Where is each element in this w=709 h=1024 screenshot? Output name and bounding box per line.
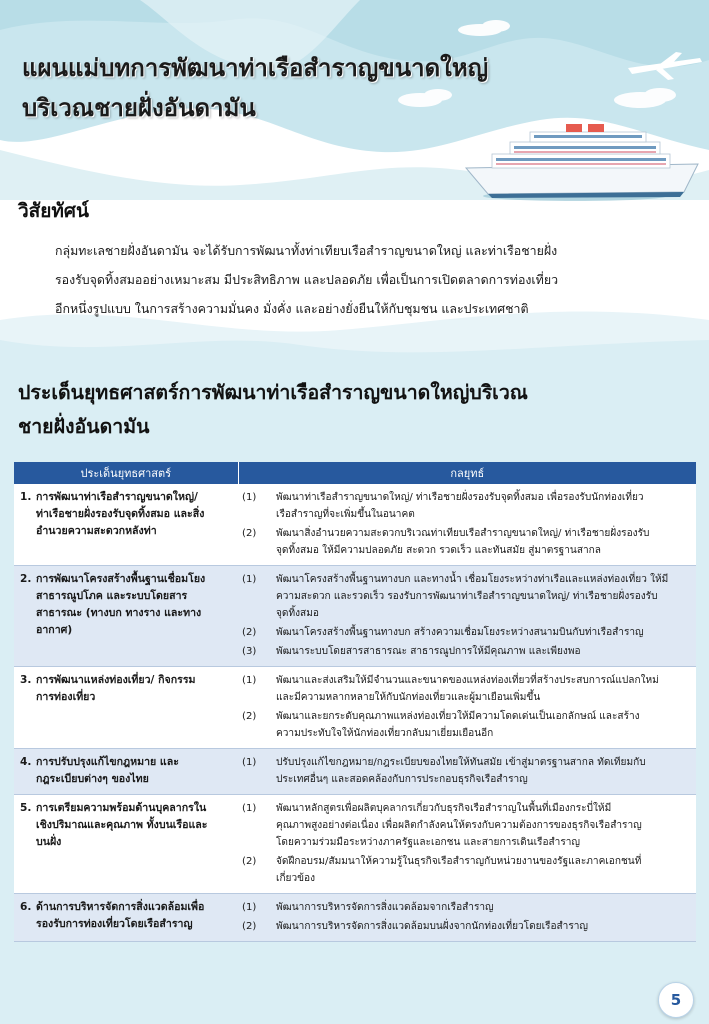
strategy-item bbox=[242, 708, 692, 742]
issue-line: สาธารณูปโภค และระบบโดยสาร bbox=[36, 590, 188, 602]
vision-heading: วิสัยทัศน์ bbox=[18, 200, 89, 222]
page-number: 5 bbox=[658, 982, 694, 1018]
strategy-heading bbox=[18, 376, 698, 444]
issue-number: 4. bbox=[20, 756, 32, 768]
strategy-number: (2) bbox=[242, 856, 257, 867]
strategy-number: (2) bbox=[242, 528, 257, 539]
issue-text bbox=[36, 571, 205, 639]
issue-number: 6. bbox=[20, 901, 32, 913]
strategy-number: (1) bbox=[242, 574, 257, 585]
strategy-cell bbox=[238, 795, 696, 894]
strategy-item bbox=[242, 672, 692, 706]
page-title bbox=[22, 48, 622, 128]
issue-cell bbox=[14, 749, 238, 795]
strategy-cell bbox=[238, 667, 696, 749]
issue-text bbox=[36, 489, 204, 540]
strategy-item bbox=[242, 624, 692, 641]
strategy-line: จัดฝึกอบรม/สัมมนาให้ความรู้ในธุรกิจเรือสำราญกับหน่วยงานของรัฐและภาคเอกชนที่ bbox=[276, 856, 642, 867]
strategy-line: พัฒนาท่าเรือสำราญขนาดใหญ่/ ท่าเรือชายฝั่งรองรับจุดทิ้งสมอ เพื่อรองรับนักท่องเที่ยว bbox=[276, 492, 644, 503]
strategy-heading-line-1: ประเด็นยุทธศาสตร์การพัฒนาท่าเรือสำราญขนาดใหญ่บริเวณ bbox=[18, 381, 528, 404]
strategy-line: และมีความหลากหลายให้กับนักท่องเที่ยวและผู้มาเยือนเพิ่มขึ้น bbox=[276, 692, 541, 703]
strategy-number: (2) bbox=[242, 711, 257, 722]
issue-line: ด้านการบริหารจัดการสิ่งแวดล้อมเพื่อ bbox=[36, 901, 205, 913]
issue-line: การพัฒนาท่าเรือสำราญขนาดใหญ่/ bbox=[36, 491, 198, 503]
strategy-number: (2) bbox=[242, 627, 257, 638]
strategy-line: จุดทิ้งสมอ ให้มีความปลอดภัย สะดวก รวดเร็ว และทันสมัย สู่มาตรฐานสากล bbox=[276, 545, 601, 556]
issue-line: การพัฒนาแหล่งท่องเที่ยว/ กิจกรรม bbox=[36, 674, 196, 686]
strategy-line: พัฒนาการบริหารจัดการสิ่งแวดล้อมบนฝั่งจากนักท่องเที่ยวโดยเรือสำราญ bbox=[276, 921, 589, 932]
table-row bbox=[14, 795, 696, 894]
strategy-item bbox=[242, 489, 692, 523]
strategy-line: คุณภาพสูงอย่างต่อเนื่อง เพื่อผลิตกำลังคนให้ตรงกับความต้องการของธุรกิจเรือสำราญ bbox=[276, 820, 642, 831]
header-strategic-issue: ประเด็นยุทธศาสตร์ bbox=[14, 462, 238, 484]
issue-line: การพัฒนาโครงสร้างพื้นฐานเชื่อมโยง bbox=[36, 573, 206, 585]
strategy-line: ความประทับใจให้นักท่องเที่ยวกลับมาเยี่ยมเยือนอีก bbox=[276, 728, 494, 739]
table-row bbox=[14, 749, 696, 795]
strategy-line: พัฒนาและส่งเสริมให้มีจำนวนและขนาดของแหล่งท่องเที่ยวที่สร้างประสบการณ์แปลกใหม่ bbox=[276, 675, 659, 686]
strategy-heading-line-2: ชายฝั่งอันดามัน bbox=[18, 415, 150, 438]
issue-line: เชิงปริมาณและคุณภาพ ทั้งบนเรือและ bbox=[36, 819, 208, 831]
vision-line: กลุ่มทะเลชายฝั่งอันดามัน จะได้รับการพัฒนาทั้งท่าเทียบเรือสำราญขนาดใหญ่ และท่าเรือชายฝั่ง bbox=[55, 243, 558, 258]
strategy-cell bbox=[238, 484, 696, 566]
issue-line: สาธารณะ (ทางบก ทางราง และทาง bbox=[36, 607, 202, 619]
issue-number: 1. bbox=[20, 491, 32, 503]
issue-line: การท่องเที่ยว bbox=[36, 691, 96, 703]
strategy-number: (1) bbox=[242, 757, 257, 768]
table-row bbox=[14, 566, 696, 667]
header-strategies: กลยุทธ์ bbox=[238, 462, 696, 484]
table-row bbox=[14, 484, 696, 566]
issue-text bbox=[36, 899, 204, 933]
issue-cell bbox=[14, 484, 238, 566]
strategy-line: ประเทศอื่นๆ และสอดคล้องกับการประกอบธุรกิจเรือสำราญ bbox=[276, 774, 528, 785]
strategy-cell bbox=[238, 749, 696, 795]
strategy-item bbox=[242, 899, 692, 916]
strategy-line: เกี่ยวข้อง bbox=[276, 873, 316, 884]
vision-text bbox=[55, 236, 695, 323]
vision-line: อีกหนึ่งรูปแบบ ในการสร้างความมั่นคง มั่งคั่ง และอย่างยั่งยืนให้กับชุมชน และประเทศชาติ bbox=[55, 301, 529, 316]
vision-line: รองรับจุดทิ้งสมออย่างเหมาะสม มีประสิทธิภาพ และปลอดภัย เพื่อเป็นการเปิดตลาดการท่องเที่ยว bbox=[55, 272, 559, 287]
strategy-line: พัฒนาการบริหารจัดการสิ่งแวดล้อมจากเรือสำราญ bbox=[276, 902, 494, 913]
strategy-item bbox=[242, 800, 692, 851]
strategy-item bbox=[242, 525, 692, 559]
strategy-item bbox=[242, 643, 692, 660]
strategy-cell bbox=[238, 566, 696, 667]
issue-line: การปรับปรุงแก้ไขกฎหมาย และ bbox=[36, 756, 179, 768]
strategy-item bbox=[242, 918, 692, 935]
issue-number: 2. bbox=[20, 573, 32, 585]
issue-text bbox=[36, 800, 208, 851]
issue-line: อำนวยความสะดวกหลังท่า bbox=[36, 525, 157, 537]
issue-number: 3. bbox=[20, 674, 32, 686]
issue-text bbox=[36, 672, 196, 706]
strategy-line: พัฒนาโครงสร้างพื้นฐานทางบก สร้างความเชื่อมโยงระหว่างสนามบินกับท่าเรือสำราญ bbox=[276, 627, 644, 638]
issue-cell bbox=[14, 667, 238, 749]
strategy-line: ปรับปรุงแก้ไขกฎหมาย/กฎระเบียบของไทยให้ทันสมัย เข้าสู่มาตรฐานสากล ทัดเทียมกับ bbox=[276, 757, 646, 768]
cruise-ship-icon bbox=[462, 120, 702, 205]
strategy-line: ความสะดวก และรวดเร็ว รองรับการพัฒนาท่าเรือสำราญขนาดใหญ่/ ท่าเรือชายฝั่งรองรับ bbox=[276, 591, 658, 602]
issue-cell bbox=[14, 566, 238, 667]
strategy-line: พัฒนาระบบโดยสารสาธารณะ สาธารณูปการให้มีคุณภาพ และเพียงพอ bbox=[276, 646, 581, 657]
strategy-line: พัฒนาโครงสร้างพื้นฐานทางบก และทางน้ำ เชื่อมโยงระหว่างท่าเรือและแหล่งท่องเที่ยว ให้มี bbox=[276, 574, 669, 585]
strategy-number: (1) bbox=[242, 803, 257, 814]
table-header-row bbox=[14, 462, 696, 484]
title-line-2: บริเวณชายฝั่งอันดามัน bbox=[22, 94, 256, 122]
strategy-table bbox=[14, 462, 696, 942]
strategy-number: (2) bbox=[242, 921, 257, 932]
issue-line: การเตรียมความพร้อมด้านบุคลากรใน bbox=[36, 802, 207, 814]
issue-line: บนฝั่ง bbox=[36, 836, 62, 848]
strategy-number: (1) bbox=[242, 902, 257, 913]
issue-line: อากาศ) bbox=[36, 624, 73, 636]
strategy-number: (1) bbox=[242, 492, 257, 503]
strategy-item bbox=[242, 754, 692, 788]
issue-text bbox=[36, 754, 179, 788]
strategy-line: เรือสำราญที่จะเพิ่มขึ้นในอนาคต bbox=[276, 509, 415, 520]
issue-number: 5. bbox=[20, 802, 32, 814]
table-row bbox=[14, 667, 696, 749]
strategy-item bbox=[242, 571, 692, 622]
issue-line: กฎระเบียบต่างๆ ของไทย bbox=[36, 773, 149, 785]
strategy-number: (3) bbox=[242, 646, 257, 657]
strategy-line: โดยความร่วมมือระหว่างภาครัฐและเอกชน และสายการเดินเรือสำราญ bbox=[276, 837, 581, 848]
strategy-item bbox=[242, 853, 692, 887]
table-row bbox=[14, 894, 696, 942]
strategy-number: (1) bbox=[242, 675, 257, 686]
strategy-line: พัฒนาหลักสูตรเพื่อผลิตบุคลากรเกี่ยวกับธุรกิจเรือสำราญในพื้นที่เมืองกระบี่ให้มี bbox=[276, 803, 612, 814]
issue-cell bbox=[14, 894, 238, 942]
strategy-line: จุดทิ้งสมอ bbox=[276, 608, 319, 619]
issue-line: ท่าเรือชายฝั่งรองรับจุดทิ้งสมอ และสิ่ง bbox=[36, 508, 205, 520]
issue-cell bbox=[14, 795, 238, 894]
strategy-line: พัฒนาและยกระดับคุณภาพแหล่งท่องเที่ยวให้มีความโดดเด่นเป็นเอกลักษณ์ และสร้าง bbox=[276, 711, 640, 722]
strategy-cell bbox=[238, 894, 696, 942]
issue-line: รองรับการท่องเที่ยวโดยเรือสำราญ bbox=[36, 918, 193, 930]
title-line-1: แผนแม่บทการพัฒนาท่าเรือสำราญขนาดใหญ่ bbox=[22, 54, 489, 82]
strategy-line: พัฒนาสิ่งอำนวยความสะดวกบริเวณท่าเทียบเรือสำราญขนาดใหญ่/ ท่าเรือชายฝั่งรองรับ bbox=[276, 528, 650, 539]
